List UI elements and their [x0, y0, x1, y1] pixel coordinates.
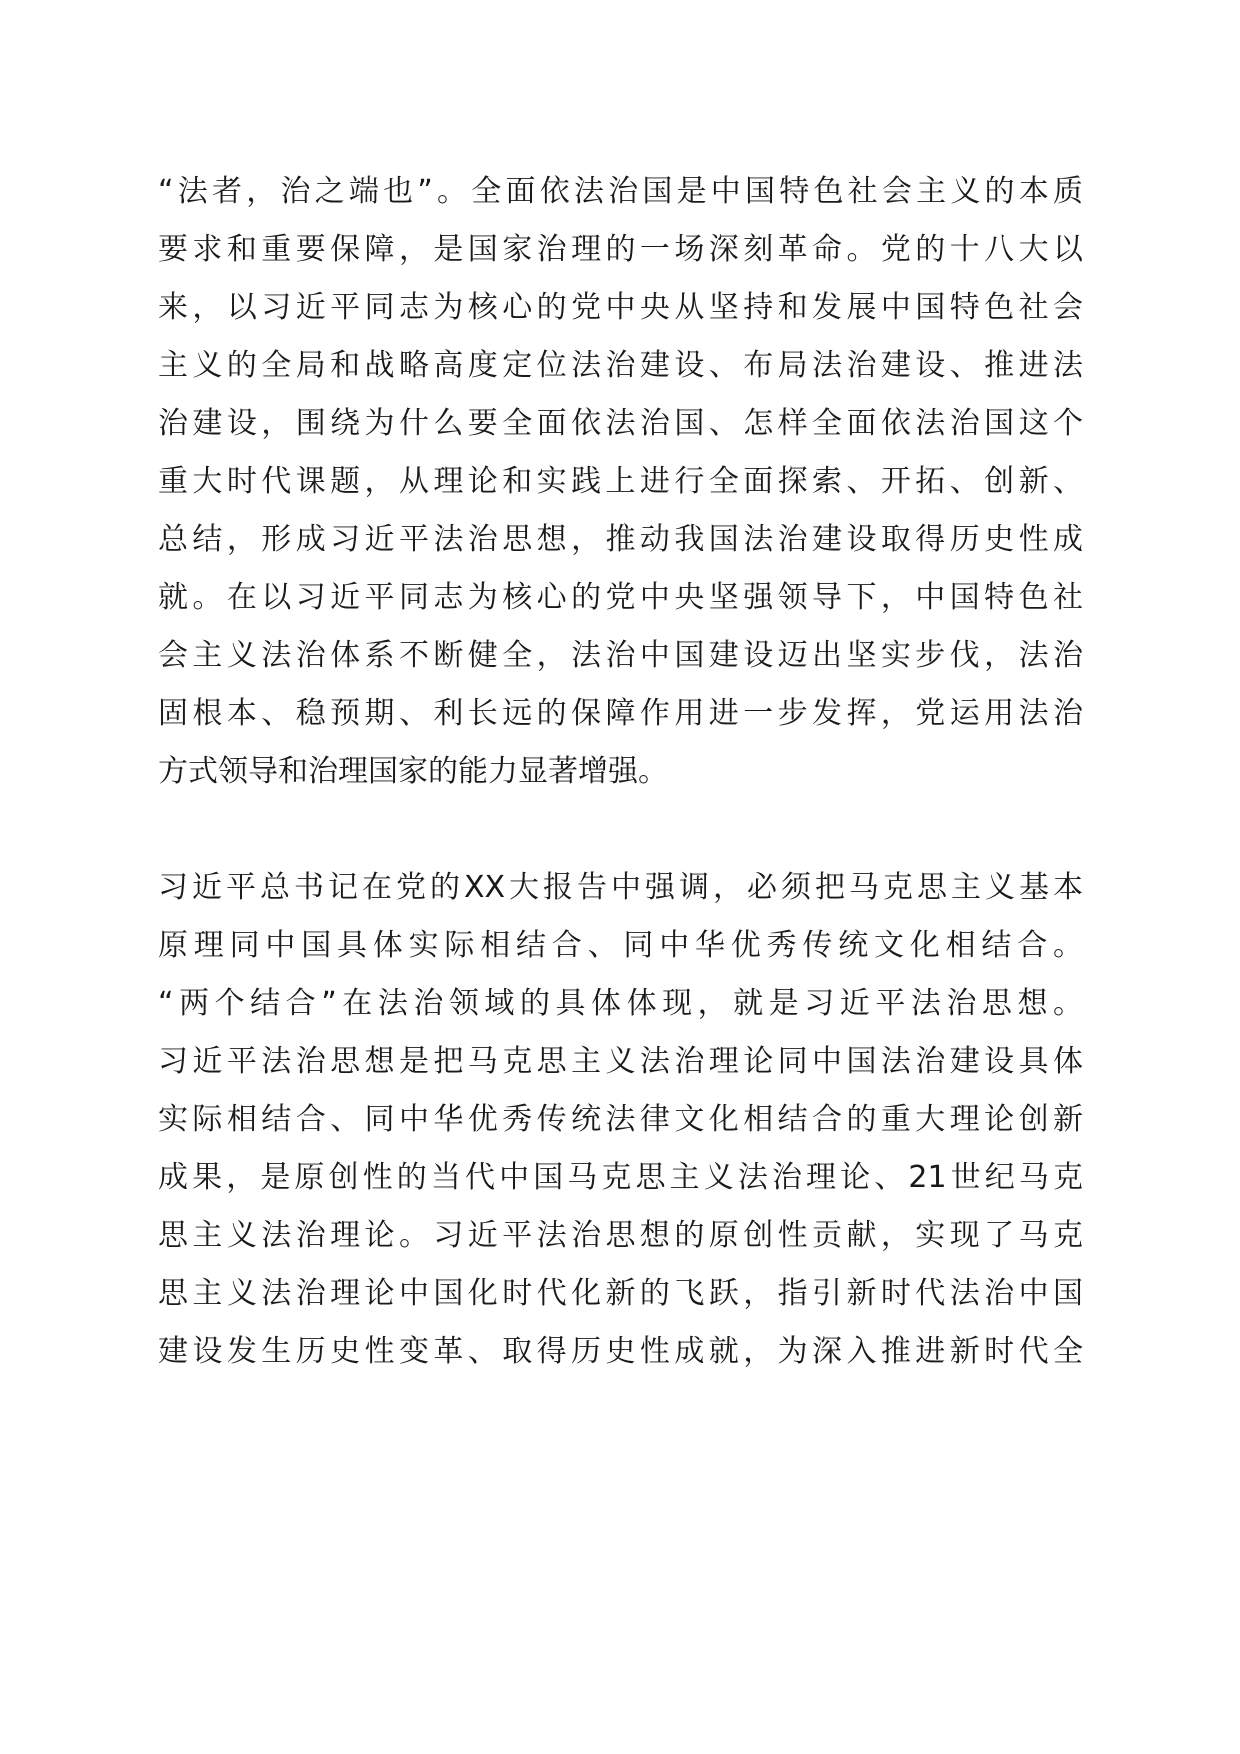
text-line: 建设发生历史性变革、取得历史性成就，为深入推进新时代全 [158, 1334, 1083, 1369]
text-line: “两个结合”在法治领域的具体体现，就是习近平法治思想。 [158, 986, 1083, 1021]
text-line: 思主义法治理论。习近平法治思想的原创性贡献，实现了马克 [158, 1218, 1083, 1253]
text-line: 就。在以习近平同志为核心的党中央坚强领导下，中国特色社 [158, 580, 1083, 615]
text-line: 治建设，围绕为什么要全面依法治国、怎样全面依法治国这个 [158, 406, 1083, 441]
text-line: 主义的全局和战略高度定位法治建设、布局法治建设、推进法 [158, 348, 1083, 383]
text-line: 成果，是原创性的当代中国马克思主义法治理论、21世纪马克 [158, 1160, 1083, 1195]
text-line: 要求和重要保障，是国家治理的一场深刻革命。党的十八大以 [158, 232, 1083, 267]
text-line: 方式领导和治理国家的能力显著增强。 [158, 754, 668, 789]
text-line: 会主义法治体系不断健全，法治中国建设迈出坚实步伐，法治 [158, 638, 1083, 673]
text-line: “法者，治之端也”。全面依法治国是中国特色社会主义的本质 [158, 174, 1083, 209]
text-line: 实际相结合、同中华优秀传统法律文化相结合的重大理论创新 [158, 1102, 1083, 1137]
text-line: 来，以习近平同志为核心的党中央从坚持和发展中国特色社会 [158, 290, 1083, 325]
text-line: 重大时代课题，从理论和实践上进行全面探索、开拓、创新、 [158, 464, 1083, 499]
text-line: 思主义法治理论中国化时代化新的飞跃，指引新时代法治中国 [158, 1276, 1083, 1311]
text-line: 原理同中国具体实际相结合、同中华优秀传统文化相结合。 [158, 928, 1083, 963]
text-line: 习近平法治思想是把马克思主义法治理论同中国法治建设具体 [158, 1044, 1083, 1079]
text-line: 总结，形成习近平法治思想，推动我国法治建设取得历史性成 [158, 522, 1083, 557]
text-line: 习近平总书记在党的XX大报告中强调，必须把马克思主义基本 [158, 870, 1083, 905]
text-line: 固根本、稳预期、利长远的保障作用进一步发挥，党运用法治 [158, 696, 1083, 731]
